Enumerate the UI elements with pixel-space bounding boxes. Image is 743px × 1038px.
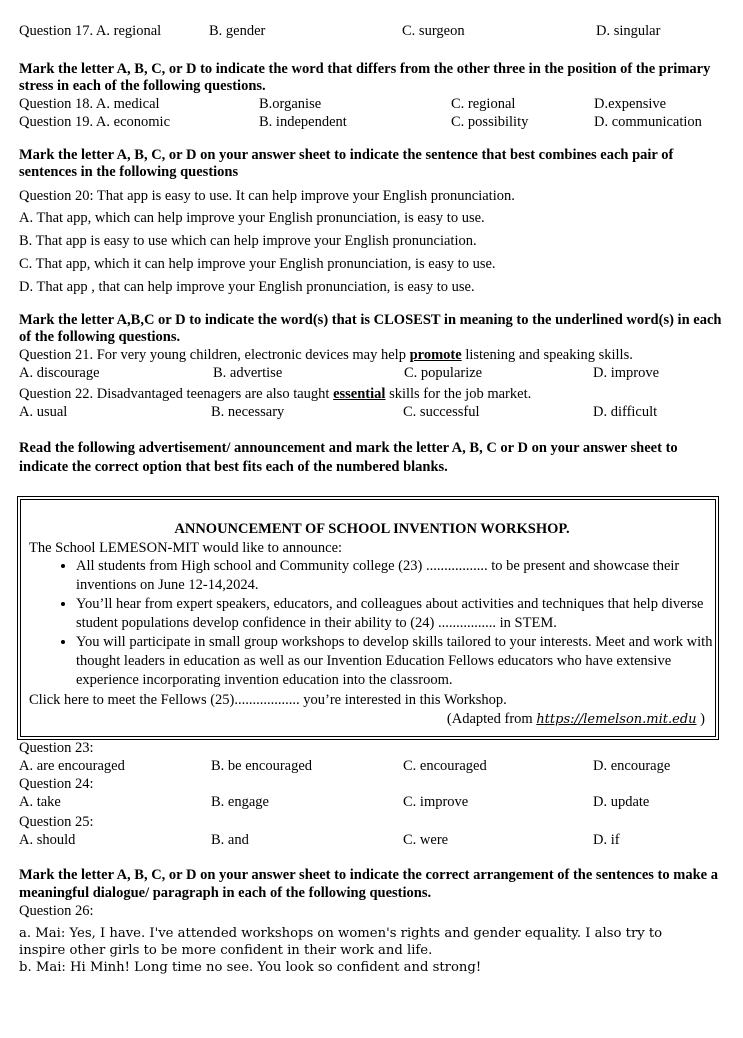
q23-option-a: A. are encouraged	[19, 758, 125, 774]
q22-underlined-word: essential	[333, 386, 386, 402]
q25-option-c: C. were	[403, 832, 449, 848]
question-17-row	[19, 22, 724, 40]
exam-page	[19, 22, 724, 977]
q21-stem-post: listening and speaking skills.	[461, 347, 633, 363]
q21-option-d: D. improve	[593, 365, 660, 381]
question-22-stem	[19, 385, 724, 403]
stress-instruction: Mark the letter A, B, C, or D to indicate the word that differs from the other three in the position of the primary stress in each of the following questions.	[19, 61, 711, 94]
q22-option-b: B. necessary	[211, 404, 285, 420]
announcement-bullet-1: • All students from High school and Community college (23) ................. to be present and showcase their inventions on June 12-14,2024.	[76, 557, 715, 595]
q24-option-d: D. update	[593, 794, 650, 810]
question-25-label: Question 25:	[19, 814, 94, 830]
announcement-closing: Click here to meet the Fellows (25).................. you’re interested in this Workshop.	[29, 692, 507, 708]
q25-options-row	[19, 831, 724, 849]
q20-option-b: B. That app is easy to use which can help improve your English pronunciation.	[19, 233, 477, 249]
source-prefix: (Adapted from	[446, 711, 537, 727]
q24-options-row	[19, 793, 724, 813]
announcement-title: ANNOUNCEMENT OF SCHOOL INVENTION WORKSHOP.	[174, 521, 570, 537]
q26-sentence-a: a. Mai: Yes, I have. I've attended workshops on women's rights and gender equality. I also try to inspire other girls to be more confident in their work and life.	[19, 926, 663, 958]
q21-underlined-word: promote	[409, 347, 462, 363]
q21-option-a: A. discourage	[19, 365, 100, 381]
announcement-source	[29, 710, 715, 729]
q19-option-b: B. independent	[259, 114, 347, 130]
q17-option-d: D. singular	[596, 23, 661, 39]
announcement-bullet-2: • You’ll hear from expert speakers, educators, and colleagues about activities and techniques that help diverse student populations develop confidence in their ability to (24) ................ in STEM.	[76, 595, 715, 633]
q17-option-a: Question 17. A. regional	[19, 23, 162, 39]
source-suffix: )	[696, 711, 705, 727]
announcement-box	[20, 499, 716, 737]
question-26-label: Question 26:	[19, 903, 94, 919]
q21-stem-pre: Question 21. For very young children, electronic devices may help	[19, 347, 410, 363]
q24-option-c: C. improve	[403, 794, 469, 810]
q20-option-c: C. That app, which it can help improve your English pronunciation, is easy to use.	[19, 256, 496, 272]
q18-option-c: C. regional	[451, 96, 516, 112]
q21-options-row	[19, 364, 724, 382]
q21-option-c: C. popularize	[404, 365, 483, 381]
q22-stem-post: skills for the job market.	[385, 386, 532, 402]
q20-option-d: D. That app , that can help improve your English pronunciation, is easy to use.	[19, 279, 475, 295]
q18-option-d: D.expensive	[594, 96, 667, 112]
q25-option-b: B. and	[211, 832, 249, 848]
arrange-instruction: Mark the letter A, B, C, or D on your answer sheet to indicate the correct arrangement of the sentences to make a meaningful dialogue/ paragraph in each of the following questions.	[19, 867, 718, 901]
q22-options-row	[19, 403, 724, 421]
q24-option-b: B. engage	[211, 794, 269, 810]
announcement-bullet-3: • You will participate in small group workshops to develop skills tailored to your interests. Meet and work with thought leaders in education as well as our Invention Education Fellows educators who have extensive experience incorporating invention education into the classroom.	[76, 633, 715, 690]
q23-option-b: B. be encouraged	[211, 758, 313, 774]
announcement-bullets	[29, 557, 715, 690]
q18-option-a: Question 18. A. medical	[19, 96, 160, 112]
question-18-row	[19, 95, 724, 113]
combine-instruction: Mark the letter A, B, C, or D on your answer sheet to indicate the sentence that best combines each pair of sentences in the following questions	[19, 147, 674, 180]
q24-option-a: A. take	[19, 794, 61, 810]
question-23-label: Question 23:	[19, 740, 94, 756]
q18-option-b: B.organise	[259, 96, 322, 112]
q20-option-a: A. That app, which can help improve your English pronunciation, is easy to use.	[19, 210, 485, 226]
q22-stem-pre: Question 22. Disadvantaged teenagers are also taught	[19, 386, 334, 402]
q22-option-c: C. successful	[403, 404, 480, 420]
q25-option-d: D. if	[593, 832, 620, 848]
closest-instruction: Mark the letter A,B,C or D to indicate the word(s) that is CLOSEST in meaning to the underlined word(s) in each of the following questions.	[19, 312, 722, 345]
q26-sentence-b: b. Mai: Hi Minh! Long time no see. You look so confident and strong!	[19, 960, 482, 975]
announcement-intro: The School LEMESON-MIT would like to announce:	[29, 540, 343, 556]
q23-option-d: D. encourage	[593, 758, 671, 774]
q22-option-d: D. difficult	[593, 404, 658, 420]
question-21-stem	[19, 346, 724, 364]
q22-option-a: A. usual	[19, 404, 68, 420]
q17-option-c: C. surgeon	[402, 23, 465, 39]
q23-options-row	[19, 757, 724, 775]
q19-option-c: C. possibility	[451, 114, 529, 130]
question-19-row	[19, 113, 724, 131]
question-20-stem: Question 20: That app is easy to use. It can help improve your English pronunciation.	[19, 188, 515, 204]
question-24-label: Question 24:	[19, 776, 94, 792]
source-link[interactable]: https://lemelson.mit.edu	[536, 712, 697, 727]
q19-option-d: D. communication	[594, 114, 702, 130]
q23-option-c: C. encouraged	[403, 758, 487, 774]
q21-option-b: B. advertise	[213, 365, 283, 381]
q25-option-a: A. should	[19, 832, 76, 848]
ad-instruction: Read the following advertisement/ announcement and mark the letter A, B, C or D on your answer sheet to indicate the correct option that best fits each of the numbered blanks.	[19, 440, 678, 475]
q19-option-a: Question 19. A. economic	[19, 114, 171, 130]
q17-option-b: B. gender	[209, 23, 266, 39]
